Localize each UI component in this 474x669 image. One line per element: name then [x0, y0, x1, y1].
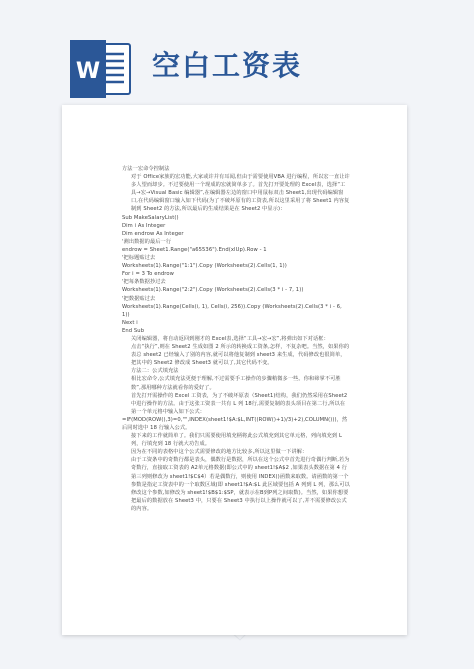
code-line: Dim endrow As Integer [122, 230, 184, 237]
document-body [122, 165, 350, 513]
code-line: For i = 3 To endrow [122, 271, 175, 278]
paragraph: 关闭编辑器，将自动返回到刚才的 Excel表,选择“工具→宏→宏”,将弹出如下对话框： [131, 335, 329, 342]
code-line: Worksheets(1).Range("2:2").Copy (Worksheets(2).Cells(3 * i - 7, 1)) [122, 287, 304, 294]
page-title: 空白工资表 [152, 49, 303, 82]
code-line: Sub MakeSalaryList() [122, 214, 179, 221]
code-line: Dim i As Integer [122, 222, 166, 229]
code-line: Worksheets(1).Range("1:1").Copy (Worksheets(2).Cells(1, 1)) [122, 263, 287, 270]
document-page [62, 105, 407, 635]
paragraph: 因为在不同的表格中这个公式需要修改的地方比较多,所以这里做一下讲解： [131, 449, 308, 456]
paragraph: 接下来的工作就简单了。我们只需要使用填充柄将此公式填充到其它单元格，列向填充到 L 列，行填充到 18 行就大功告成。 [131, 433, 342, 448]
paragraph: 点击“执行”,则在 Sheet2 生成如图 2 所示的转换成工资条,怎样，不复杂吧。当然，如果你的表总 sheet2 已经输入了别的内容,就可以将他复制到 sheet3 来生成，代码修改也很简单，把其中的 Sheet2 修改成 Sheet3 就可以了,其它代码不变。 [131, 344, 350, 367]
paragraph: 相比宏命令,公式填充法更便于理解,不过需要手工操作的步骤稍微多一些。你和筛掌不可胜数”,那用哪种方法就看你的爱好了。 [131, 376, 341, 391]
code-line: Next i [122, 319, 138, 326]
code-line: End Sub [122, 327, 145, 334]
code-line: Worksheets(1).Range(Cells(i, 1), Cells(i, 256)).Copy (Worksheets(2).Cells(3 * i - 6, 1)) [122, 303, 342, 318]
formula-line: =IF(MOD(ROW(),3)=0,"",INDEX(sheet1!$A:$L,INT((ROW()+1)/3)+2),COLUMN()))，然后同时选中 18 行输入公式。 [122, 416, 348, 431]
word-document-icon [68, 40, 132, 98]
code-line: endrow = Sheet1.Range("a65536").End(xlUp).Row - 1 [122, 246, 267, 253]
paragraph: 首先打开需操作的 Excel 工资表，为了不破坏原表（Sheet1)结构，我们仍然采用在Sheet2 中进行操作的方法。由于这张工资表一共有 L 列 18行,需要复制的表头项目在第二行,所以在第一个单元格中输入如下公式： [131, 392, 348, 415]
section-heading: 方法二：公式填充法 [131, 368, 179, 375]
paragraph: 对于 Office家族的宏功能,大家或许并有耳闻,但由于需要使用VBA 进行编程，所以宏一直让许多人望而却步。不过要使用一个现成的宏就简单多了。首先打开要处理的 Excel表，选择“工具→宏→Visual Basic 编辑器”,在编辑器左边的窗口中用鼠标双击 Sheet1,出现代码编辑窗口,在代码编辑窗口输入如下代码(为了不破坏原有的工资表,所以这里采用了将 Sheet1 内容复制到 Sheet2 的方法,所以最后的生成结果是在 Sheet2 中显示)： [131, 174, 350, 213]
code-comment: '把每条数据抄过去 [122, 279, 166, 286]
section-heading: 方法一宏命令控制法 [122, 166, 170, 172]
code-comment: '把标题贴过去 [122, 255, 156, 262]
code-comment: '测出数据的最后一行 [122, 238, 172, 245]
paragraph: 由于工资条中的奇数行都是表头，偶数行是数据，所以在这个公式中首先进行奇偶行判断,若为奇数行，直接取工资表的 A2单元格数据(即公式中的 sheet1!$A$2 ,如果表头数据在第 4 行第三列则修改为 sheet1!$C$4）若是偶数行，则使用 INDEX()函数来取数。请函数的第一个参数是指定工资表中的一个取数区域(即 sheet1!$A:$L 此区域要包括 A 列到 L 列，那么可以修改这个参数,如修改为 sheet1!$B$1:$SP，就表示在B到P列之间取数)。当然，如果你想要把最后的数据放在 Sheet3 中，只要在 Sheet3 中执行以上操作就可以了,并不需要修改公式的内容。 [131, 457, 350, 512]
page-header [0, 0, 474, 120]
word-logo-letter: W [75, 59, 101, 84]
code-comment: '把数据贴过去 [122, 295, 156, 302]
